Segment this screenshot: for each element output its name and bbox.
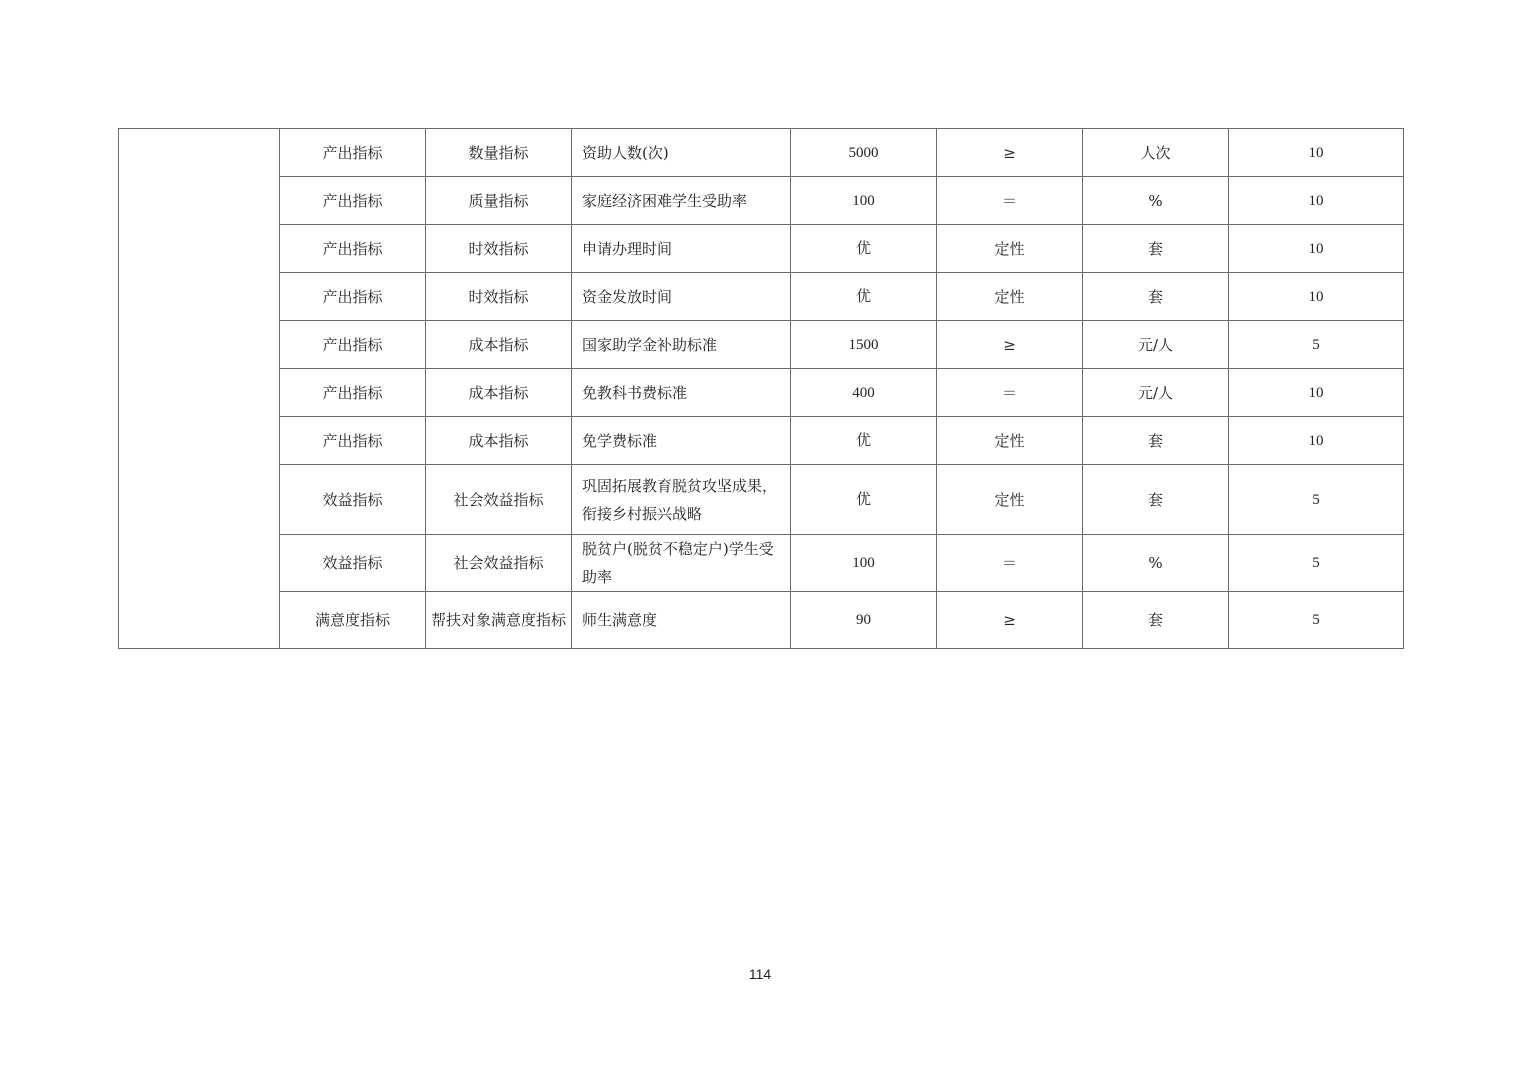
target-value-cell: 优 bbox=[791, 273, 937, 321]
unit-cell: 套 bbox=[1083, 592, 1229, 649]
table-row bbox=[119, 417, 1404, 465]
table-row bbox=[119, 369, 1404, 417]
target-value-cell: 90 bbox=[791, 592, 937, 649]
operator-cell: 定性 bbox=[937, 417, 1083, 465]
indicator-name-cell: 师生满意度 bbox=[572, 592, 791, 649]
merged-blank-cell bbox=[119, 129, 280, 649]
level2-indicator-cell: 成本指标 bbox=[426, 417, 572, 465]
indicator-name-cell: 国家助学金补助标准 bbox=[572, 321, 791, 369]
indicator-name-cell: 免学费标准 bbox=[572, 417, 791, 465]
unit-cell: 套 bbox=[1083, 417, 1229, 465]
operator-cell: 定性 bbox=[937, 465, 1083, 535]
score-cell: 10 bbox=[1229, 129, 1404, 177]
table-row bbox=[119, 273, 1404, 321]
indicator-name-cell: 资助人数(次) bbox=[572, 129, 791, 177]
operator-cell: ＝ bbox=[937, 369, 1083, 417]
table-row bbox=[119, 465, 1404, 535]
table-row bbox=[119, 592, 1404, 649]
unit-cell: 套 bbox=[1083, 465, 1229, 535]
operator-cell: ≥ bbox=[937, 129, 1083, 177]
level2-indicator-cell: 社会效益指标 bbox=[426, 535, 572, 592]
target-value-cell: 5000 bbox=[791, 129, 937, 177]
level2-indicator-cell: 时效指标 bbox=[426, 273, 572, 321]
operator-cell: ＝ bbox=[937, 177, 1083, 225]
level2-indicator-cell: 帮扶对象满意度指标 bbox=[426, 592, 572, 649]
indicator-name-cell: 申请办理时间 bbox=[572, 225, 791, 273]
score-cell: 10 bbox=[1229, 177, 1404, 225]
unit-cell: 元/人 bbox=[1083, 369, 1229, 417]
score-cell: 10 bbox=[1229, 273, 1404, 321]
score-cell: 5 bbox=[1229, 321, 1404, 369]
indicator-name-cell: 巩固拓展教育脱贫攻坚成果，衔接乡村振兴战略 bbox=[572, 465, 791, 535]
target-value-cell: 100 bbox=[791, 535, 937, 592]
unit-cell: 元/人 bbox=[1083, 321, 1229, 369]
operator-cell: 定性 bbox=[937, 273, 1083, 321]
score-cell: 10 bbox=[1229, 417, 1404, 465]
score-cell: 5 bbox=[1229, 465, 1404, 535]
unit-cell: 套 bbox=[1083, 273, 1229, 321]
target-value-cell: 优 bbox=[791, 225, 937, 273]
level1-indicator-cell: 产出指标 bbox=[280, 273, 426, 321]
indicator-name-cell: 资金发放时间 bbox=[572, 273, 791, 321]
target-value-cell: 400 bbox=[791, 369, 937, 417]
indicator-table bbox=[118, 128, 1404, 649]
score-cell: 5 bbox=[1229, 592, 1404, 649]
level1-indicator-cell: 效益指标 bbox=[280, 465, 426, 535]
unit-cell: 套 bbox=[1083, 225, 1229, 273]
target-value-cell: 1500 bbox=[791, 321, 937, 369]
table-row bbox=[119, 535, 1404, 592]
level2-indicator-cell: 成本指标 bbox=[426, 321, 572, 369]
level1-indicator-cell: 效益指标 bbox=[280, 535, 426, 592]
level2-indicator-cell: 成本指标 bbox=[426, 369, 572, 417]
score-cell: 5 bbox=[1229, 535, 1404, 592]
operator-cell: 定性 bbox=[937, 225, 1083, 273]
table-row bbox=[119, 129, 1404, 177]
unit-cell: % bbox=[1083, 177, 1229, 225]
indicator-name-cell: 脱贫户(脱贫不稳定户)学生受助率 bbox=[572, 535, 791, 592]
level1-indicator-cell: 满意度指标 bbox=[280, 592, 426, 649]
level1-indicator-cell: 产出指标 bbox=[280, 369, 426, 417]
level2-indicator-cell: 质量指标 bbox=[426, 177, 572, 225]
target-value-cell: 优 bbox=[791, 465, 937, 535]
operator-cell: ＝ bbox=[937, 535, 1083, 592]
level2-indicator-cell: 社会效益指标 bbox=[426, 465, 572, 535]
score-cell: 10 bbox=[1229, 369, 1404, 417]
level1-indicator-cell: 产出指标 bbox=[280, 225, 426, 273]
level2-indicator-cell: 时效指标 bbox=[426, 225, 572, 273]
table-row bbox=[119, 321, 1404, 369]
unit-cell: 人次 bbox=[1083, 129, 1229, 177]
indicator-name-cell: 家庭经济困难学生受助率 bbox=[572, 177, 791, 225]
level1-indicator-cell: 产出指标 bbox=[280, 129, 426, 177]
operator-cell: ≥ bbox=[937, 592, 1083, 649]
score-cell: 10 bbox=[1229, 225, 1404, 273]
level1-indicator-cell: 产出指标 bbox=[280, 417, 426, 465]
table-row bbox=[119, 225, 1404, 273]
table-row bbox=[119, 177, 1404, 225]
level1-indicator-cell: 产出指标 bbox=[280, 177, 426, 225]
target-value-cell: 100 bbox=[791, 177, 937, 225]
indicator-name-cell: 免教科书费标准 bbox=[572, 369, 791, 417]
level2-indicator-cell: 数量指标 bbox=[426, 129, 572, 177]
operator-cell: ≥ bbox=[937, 321, 1083, 369]
target-value-cell: 优 bbox=[791, 417, 937, 465]
unit-cell: % bbox=[1083, 535, 1229, 592]
page-number: 114 bbox=[748, 966, 772, 982]
level1-indicator-cell: 产出指标 bbox=[280, 321, 426, 369]
